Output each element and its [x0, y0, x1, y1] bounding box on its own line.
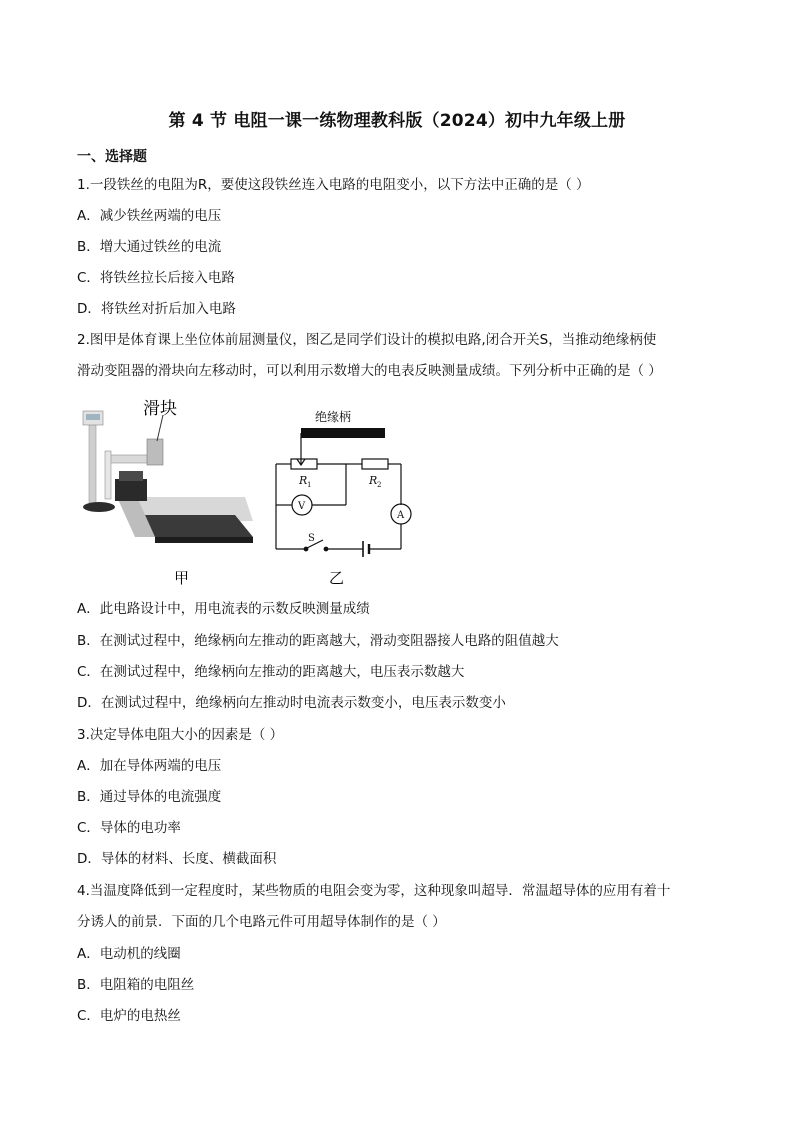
ammeter-label: A — [397, 510, 405, 521]
question-4-stem-line-1: 4.当温度降低到一定程度时，某些物质的电阻会变为零，这种现象叫超导．常温超导体的应用有着十 — [77, 883, 671, 899]
slider-label: 滑块 — [143, 399, 177, 419]
r1-label: R — [299, 474, 308, 487]
question-1-option-d: D．将铁丝对折后加入电路 — [77, 301, 236, 317]
insulating-handle — [301, 428, 385, 438]
switch-label: S — [308, 533, 315, 544]
question-1-option-a: A．减少铁丝两端的电压 — [77, 208, 222, 224]
question-4-option-c: C．电炉的电热丝 — [77, 1008, 181, 1024]
r1-subscript: 1 — [307, 481, 312, 489]
question-2-option-a: A．此电路设计中，用电流表的示数反映测量成绩 — [77, 601, 370, 617]
figure-caption-yi: 乙 — [329, 569, 345, 587]
circuit-diagram — [276, 428, 411, 557]
question-2-stem-line-1: 2.图甲是体育课上坐位体前屈测量仪，图乙是同学们设计的模拟电路,闭合开关S，当推动绝缘柄使 — [77, 332, 657, 348]
question-3-option-c: C．导体的电功率 — [77, 820, 181, 836]
question-2-stem-line-2: 滑动变阻器的滑块向左移动时，可以利用示数增大的电表反映测量成绩。下列分析中正确的是（ ） — [77, 363, 662, 379]
question-1-stem: 1.一段铁丝的电阻为R，要使这段铁丝连入电路的电阻变小，以下方法中正确的是（ ） — [77, 177, 590, 193]
question-2-figure — [77, 397, 417, 589]
question-3-option-d: D．导体的材料、长度、横截面积 — [77, 851, 277, 867]
question-1-option-b: B．增大通过铁丝的电流 — [77, 239, 222, 255]
question-1-option-c: C．将铁丝拉长后接入电路 — [77, 270, 235, 286]
question-4-option-b: B．电阻箱的电阻丝 — [77, 977, 195, 993]
question-3-option-b: B．通过导体的电流强度 — [77, 789, 222, 805]
question-4-option-a: A．电动机的线圈 — [77, 946, 181, 962]
voltmeter-label: V — [298, 501, 306, 512]
question-3-option-a: A．加在导体两端的电压 — [77, 758, 222, 774]
figure-svg — [77, 397, 417, 589]
question-2-option-b: B．在测试过程中，绝缘柄向左推动的距离越大，滑动变阻器接人电路的阻值越大 — [77, 633, 559, 649]
question-3-stem: 3.决定导体电阻大小的因素是（ ） — [77, 727, 284, 743]
question-2-option-d: D．在测试过程中，绝缘柄向左推动时电流表示数变小，电压表示数变小 — [77, 695, 506, 711]
question-2-option-c: C．在测试过程中，绝缘柄向左推动的距离越大，电压表示数越大 — [77, 664, 465, 680]
section-heading: 一、选择题 — [77, 149, 147, 165]
r2-label: R — [369, 474, 378, 487]
handle-label: 绝缘柄 — [315, 410, 352, 424]
measuring-device-illustration — [83, 411, 253, 543]
question-4-stem-line-2: 分诱人的前景．下面的几个电路元件可用超导体制作的是（ ） — [77, 914, 446, 930]
figure-caption-jia: 甲 — [174, 569, 190, 587]
page-title: 第 4 节 电阻一课一练物理教科版（2024）初中九年级上册 — [168, 111, 626, 131]
r2-subscript: 2 — [377, 481, 382, 489]
resistor-r2 — [362, 459, 388, 469]
